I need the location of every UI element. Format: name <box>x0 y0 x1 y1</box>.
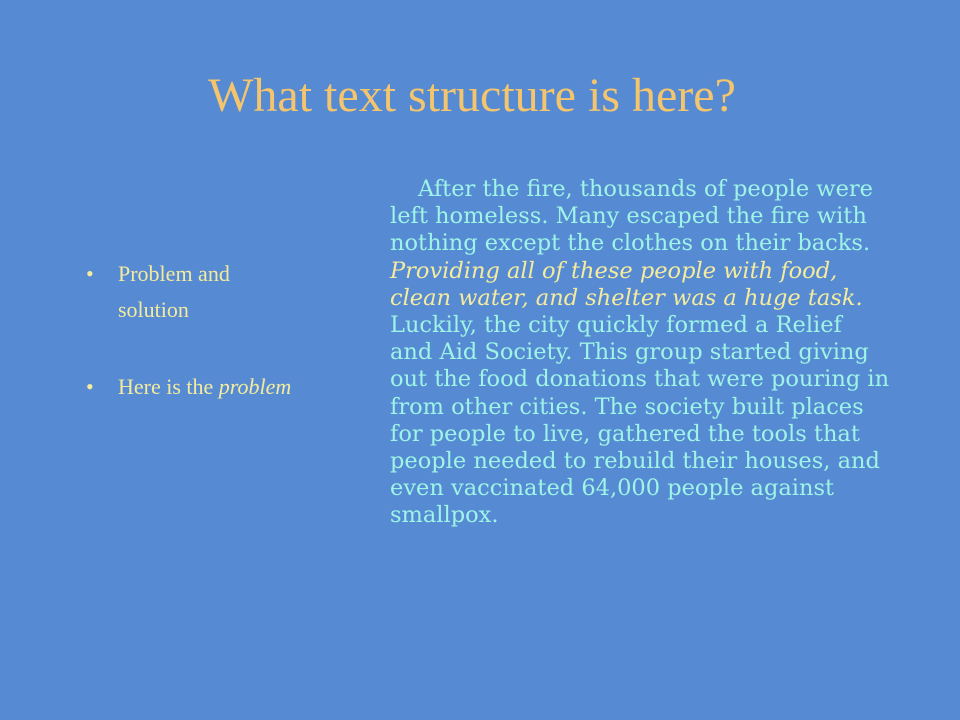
passage-after: Luckily, the city quickly formed a Relief and Aid Society. This group started giving out the food donations that were pouring in from other cities. The society built places for people to live, gathered the tools that people needed to rebuild their houses, and even vaccinated 64,000 people against smallpox. <box>390 312 890 529</box>
bullet-item-problem-solution <box>86 256 306 328</box>
slide-title: What text structure is here? <box>208 69 736 122</box>
passage-text <box>390 176 890 530</box>
bullet-dot-icon: • <box>86 374 94 399</box>
bullet-emphasis: problem <box>218 374 292 399</box>
passage-before: After the fire, thousands of people were left homeless. Many escaped the fire with nothing except the clothes on their backs. <box>390 176 873 257</box>
bullet-text: Problem and solution <box>118 261 230 322</box>
passage-highlight: Providing all of these people with food, clean water, and shelter was a huge task. <box>390 257 863 311</box>
bullet-list <box>86 256 306 446</box>
bullet-text: Here is the <box>118 374 219 399</box>
bullet-item-problem <box>86 369 306 405</box>
bullet-dot-icon: • <box>86 261 94 286</box>
